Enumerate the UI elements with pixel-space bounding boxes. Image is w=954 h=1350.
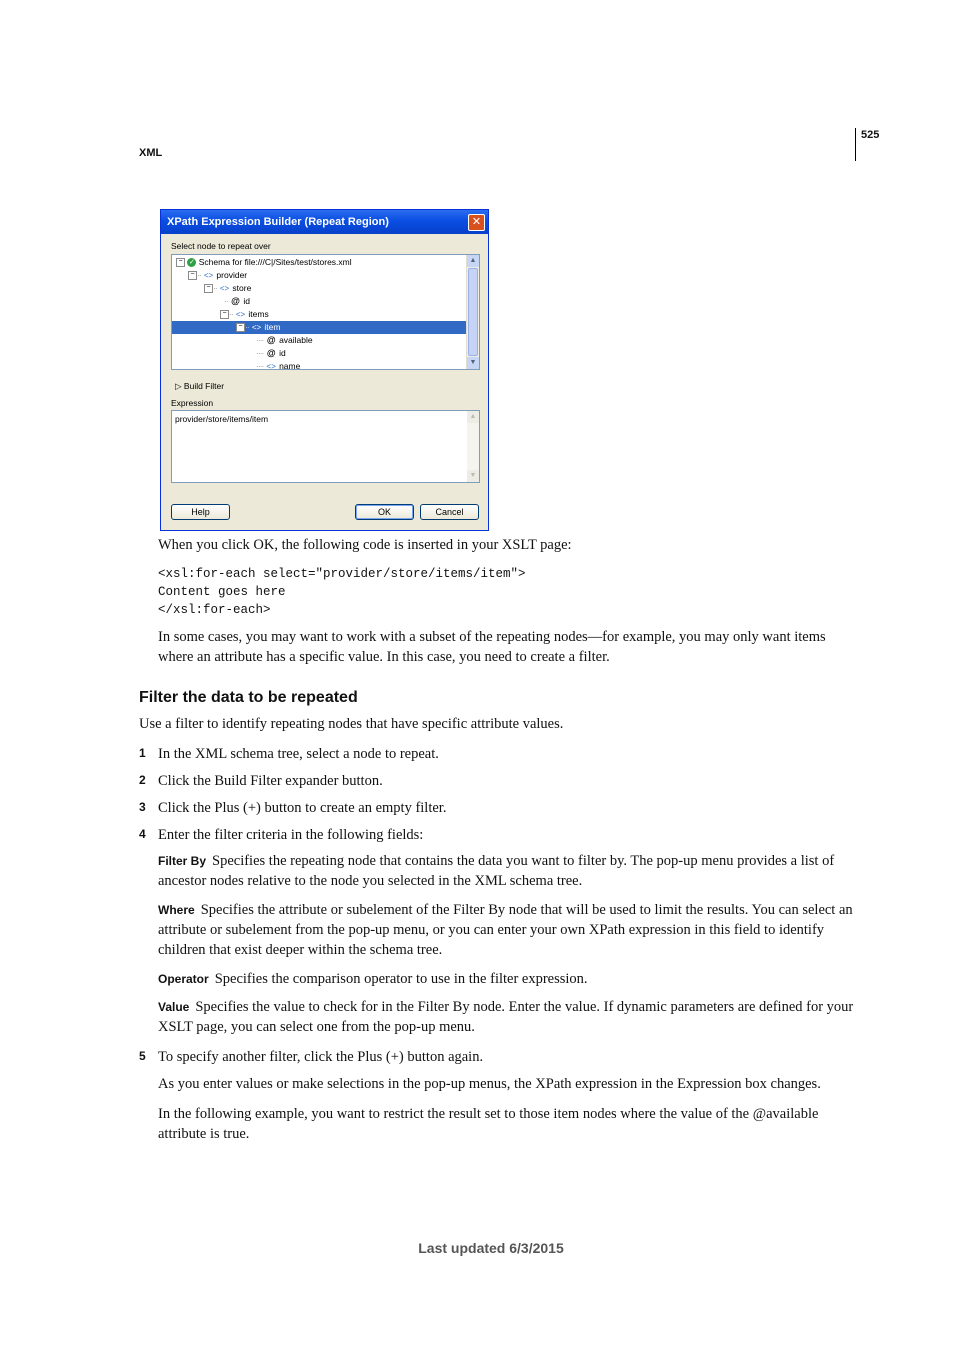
expand-triangle-icon[interactable]: ▷ (175, 381, 182, 391)
tree-row-item-selected[interactable]: − ·· <> item (172, 321, 467, 334)
expression-field[interactable] (171, 410, 480, 483)
step-number: 1 (139, 746, 146, 760)
footer-updated: Last updated 6/3/2015 (418, 1240, 564, 1256)
section-heading: Filter the data to be repeated (139, 689, 358, 706)
code-line-1: <xsl:for-each select="provider/store/items/item"> (158, 567, 526, 581)
subset-paragraph: In some cases, you may want to work with a subset of the repeating nodes—for example, you may only want items where an attribute has a specific value. In this case, you need to create a filter. (158, 629, 826, 665)
build-filter-label: Build Filter (183, 381, 225, 391)
collapse-icon[interactable]: − (236, 323, 245, 332)
section-label: XML (139, 147, 163, 159)
element-icon: <> (266, 362, 276, 370)
help-button[interactable]: Help (171, 504, 230, 520)
tree-label: provider (216, 270, 248, 280)
schema-tree[interactable] (171, 254, 480, 370)
tree-label: name (279, 361, 301, 370)
field-term: Where (158, 903, 195, 917)
tree-label: store (232, 283, 252, 293)
field-where (158, 900, 854, 960)
step-number: 3 (139, 800, 146, 814)
step-number: 2 (139, 773, 146, 787)
scroll-up-icon[interactable]: ▲ (467, 255, 479, 267)
field-desc: Specifies the comparison operator to use in the filter expression. (214, 971, 588, 987)
tree-label: id (279, 348, 286, 358)
code-line-2: Content goes here (158, 585, 286, 599)
header-rule (855, 128, 856, 161)
field-value (158, 997, 854, 1037)
tree-label: Schema for file:///C|/Sites/test/stores.xml (198, 257, 352, 267)
field-term: Value (158, 1000, 190, 1014)
tree-label: items (248, 309, 269, 319)
cancel-button[interactable]: Cancel (420, 504, 479, 520)
step-text: In the XML schema tree, select a node to repeat. (158, 746, 439, 762)
tree-row-available[interactable]: ···· @ available (256, 335, 313, 346)
collapse-icon[interactable]: − (176, 258, 185, 267)
tree-scrollbar[interactable] (466, 255, 479, 369)
attribute-icon: @ (266, 348, 276, 359)
element-icon: <> (235, 310, 246, 320)
field-desc: Specifies the value to check for in the Filter By node. Enter the value. If dynamic parameters are defined for your XSLT page, you can select one from the pop-up menu. (158, 999, 854, 1035)
xpath-builder-dialog (160, 209, 489, 531)
step-number: 5 (139, 1049, 146, 1063)
attribute-icon: @ (231, 296, 240, 307)
field-term: Filter By (158, 854, 207, 868)
step-text: To specify another filter, click the Plus (+) button again. (158, 1049, 484, 1065)
collapse-icon[interactable]: − (204, 284, 213, 293)
attribute-icon: @ (266, 335, 276, 346)
step-number: 4 (139, 827, 146, 841)
ok-button[interactable]: OK (355, 504, 414, 520)
step-text: Enter the filter criteria in the following fields: (158, 827, 424, 843)
scroll-down-icon[interactable]: ▼ (467, 357, 479, 369)
scroll-up-icon[interactable]: ▲ (467, 411, 479, 423)
after-steps-paragraph: As you enter values or make selections in the pop-up menus, the XPath expression in the Expression box changes. (158, 1076, 821, 1092)
expression-value: provider/store/items/item (175, 414, 269, 424)
element-icon: <> (219, 284, 230, 294)
tree-row-name[interactable]: ···· <> name (256, 361, 301, 370)
dialog-titlebar (161, 210, 488, 234)
tree-row-store[interactable]: − ·· <> store (172, 282, 467, 295)
expression-scrollbar[interactable] (467, 411, 479, 482)
select-node-label: Select node to repeat over (171, 241, 271, 251)
scroll-thumb[interactable] (468, 268, 478, 356)
example-paragraph: In the following example, you want to restrict the result set to those item nodes where the value of the @available attribute is true. (158, 1106, 819, 1142)
tree-row-items[interactable]: − ·· <> items (172, 308, 467, 321)
collapse-icon[interactable]: − (220, 310, 229, 319)
field-desc: Specifies the repeating node that contains the data you want to filter by. The pop-up menu provides a list of ancestor nodes relative to the node you selected in the XML schema tree. (158, 853, 835, 889)
collapse-icon[interactable]: − (188, 271, 197, 280)
expression-label: Expression (171, 398, 214, 408)
dialog-title: XPath Expression Builder (Repeat Region) (167, 216, 389, 228)
build-filter-expander[interactable] (175, 381, 224, 392)
tree-row-item-id[interactable]: ···· @ id (256, 348, 286, 359)
page-number: 525 (861, 129, 880, 141)
scroll-down-icon[interactable]: ▼ (467, 470, 479, 482)
element-icon: <> (251, 323, 262, 333)
schema-icon: ✓ (188, 259, 195, 267)
tree-label: id (243, 296, 251, 306)
field-term: Operator (158, 972, 209, 986)
step-text: Click the Build Filter expander button. (158, 773, 383, 789)
element-icon: <> (203, 271, 214, 281)
tree-label: available (279, 335, 313, 345)
heading-intro: Use a filter to identify repeating nodes that have specific attribute values. (139, 716, 564, 732)
tree-row-schema[interactable] (172, 256, 467, 269)
field-operator (158, 969, 854, 989)
intro-paragraph: When you click OK, the following code is inserted in your XSLT page: (158, 537, 572, 553)
tree-label: item (264, 322, 281, 332)
tree-row-id[interactable]: ·· @ id (224, 296, 251, 307)
field-filter-by (158, 851, 854, 891)
code-line-3: </xsl:for-each> (158, 603, 271, 617)
step-text: Click the Plus (+) button to create an empty filter. (158, 800, 447, 816)
field-desc: Specifies the attribute or subelement of the Filter By node that will be used to limit the results. You can select an attribute or subelement from the pop-up menu, or you can enter your own XPath expression in this field to identify children that exist deeper within the schema tree. (158, 902, 853, 958)
close-icon[interactable]: ✕ (468, 214, 485, 231)
tree-row-provider[interactable]: − ·· <> provider (172, 269, 467, 282)
